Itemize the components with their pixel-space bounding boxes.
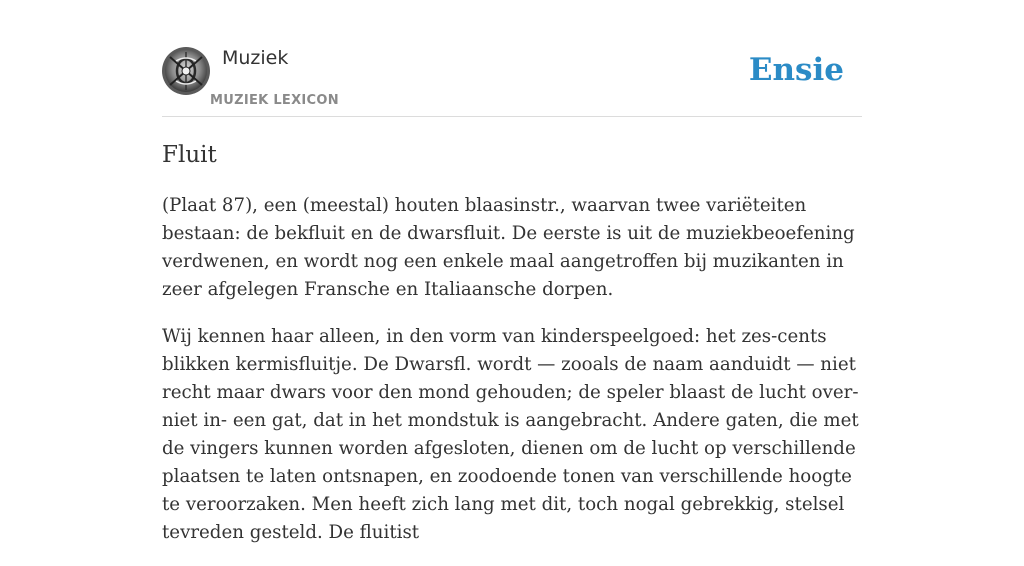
brand-logo-link[interactable]: Ensie: [748, 52, 844, 88]
article-paragraph: Wij kennen haar alleen, in den vorm van kinderspeelgoed: het zes-cents blikken kermisfluitje. De Dwarsfl. wordt — zooals de naam aanduidt — niet recht maar dwars voor den mond gehouden; de speler blaast de lucht over- niet in- een gat, dat in het mondstuk is aangebracht. Andere gaten, die met de vingers kunnen worden afgesloten, dienen om de lucht op verschillende plaatsen te laten ontsnapen, en zoodoende tonen van verschillende hoogte te veroorzaken. Men heeft zich lang met dit, toch nogal gebrekkig, stelsel tevreden gesteld. De fluitist: [162, 326, 859, 543]
lexicon-name-link[interactable]: Muziek: [222, 47, 289, 69]
header: [162, 46, 862, 117]
lexicon-avatar[interactable]: [162, 47, 210, 95]
article-paragraph: (Plaat 87), een (meestal) houten blaasinstr., waarvan twee variëteiten bestaan: de bekfluit en de dwarsfluit. De eerste is uit de muziekbeoefening verdwenen, en wordt nog een enkele maal aangetroffen bij muzikanten in zeer afgelegen Fransche en Italiaansche dorpen.: [162, 195, 855, 300]
article-title: Fluit: [162, 142, 217, 168]
article-body: [162, 192, 867, 566]
music-instruments-emblem-icon: [162, 47, 210, 95]
lexicon-subtitle: MUZIEK LEXICON: [210, 93, 339, 108]
